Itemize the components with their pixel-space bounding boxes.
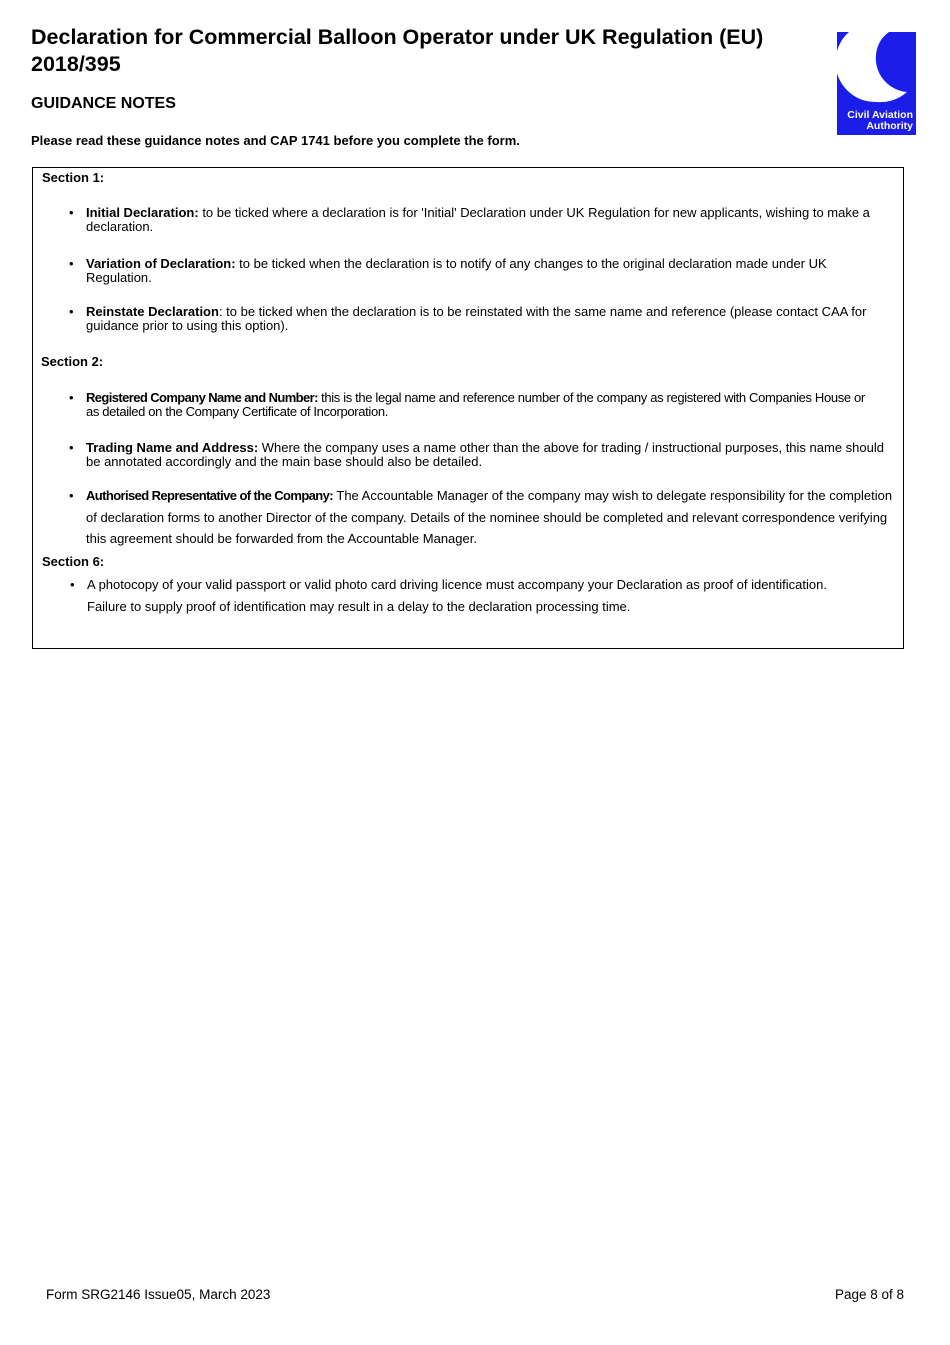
- item-text: A photocopy of your valid passport or valid photo card driving licence must accompany your Declaration as proof of identification. Failure to supply proof of identification may result in a delay to the declaration processing time.: [87, 577, 827, 614]
- intro-instruction: Please read these guidance notes and CAP 1741 before you complete the form.: [31, 133, 520, 148]
- logo-text-line-2: Authority: [866, 120, 913, 132]
- section-1-heading: Section 1:: [42, 170, 105, 185]
- list-item-trading-name: [69, 440, 886, 469]
- bullet-icon: •: [69, 390, 74, 405]
- form-reference: Form SRG2146 Issue05, March 2023: [46, 1287, 271, 1302]
- list-item-reinstate-declaration: [69, 304, 881, 333]
- guidance-box: [32, 167, 904, 649]
- bullet-icon: •: [69, 256, 74, 271]
- item-label: Trading Name and Address:: [86, 440, 259, 455]
- list-item-proof-of-identification: [70, 574, 847, 617]
- bullet-icon: •: [69, 304, 74, 319]
- list-item-initial-declaration: [69, 205, 896, 234]
- title-line-2: 2018/395: [31, 52, 121, 76]
- list-item-registered-company: [69, 390, 871, 419]
- item-label: Registered Company Name and Number:: [86, 390, 318, 405]
- bullet-icon: •: [69, 205, 74, 220]
- item-label: Variation of Declaration:: [86, 256, 236, 271]
- item-label: Initial Declaration:: [86, 205, 199, 220]
- section-6-heading: Section 6:: [42, 554, 105, 569]
- guidance-notes-heading: GUIDANCE NOTES: [31, 95, 176, 112]
- caa-logo: [837, 32, 916, 135]
- section-2-heading: Section 2:: [41, 354, 104, 369]
- item-text: to be ticked when the declaration is to notify of any changes to the original declaration made under UK Regulation.: [86, 256, 827, 285]
- logo-wordmark: [847, 110, 913, 132]
- page-title: [31, 24, 821, 78]
- item-text: to be ticked where a declaration is for 'Initial' Declaration under UK Regulation for new applicants, wishing to make a declaration.: [86, 205, 870, 234]
- item-label: Authorised Representative of the Company:: [86, 488, 333, 503]
- bullet-icon: •: [70, 577, 75, 592]
- list-item-variation-declaration: [69, 256, 896, 285]
- item-text: : to be ticked when the declaration is to be reinstated with the same name and reference (please contact CAA for guidance prior to using this option).: [86, 304, 867, 333]
- list-item-authorised-representative: [69, 485, 898, 550]
- page-number: Page 8 of 8: [834, 1287, 904, 1302]
- item-text: Where the company uses a name other than the above for trading / instructional purposes, this name should be annotated accordingly and the main base should also be detailed.: [86, 440, 884, 469]
- logo-text-line-1: Civil Aviation: [847, 109, 913, 121]
- item-text: The Accountable Manager of the company may wish to delegate responsibility for the completion of declaration forms to another Director of the company. Details of the nominee should be completed and relevant correspondence verifying this agreement should be forwarded from the Accountable Manager.: [86, 488, 893, 546]
- bullet-icon: •: [69, 440, 74, 455]
- bullet-icon: •: [69, 488, 74, 503]
- item-text: this is the legal name and reference number of the company as registered with Companies House or as detailed on the Company Certificate of Incorporation.: [86, 390, 865, 419]
- item-label: Reinstate Declaration: [86, 304, 219, 319]
- title-line-1: Declaration for Commercial Balloon Operator under UK Regulation (EU): [31, 25, 764, 49]
